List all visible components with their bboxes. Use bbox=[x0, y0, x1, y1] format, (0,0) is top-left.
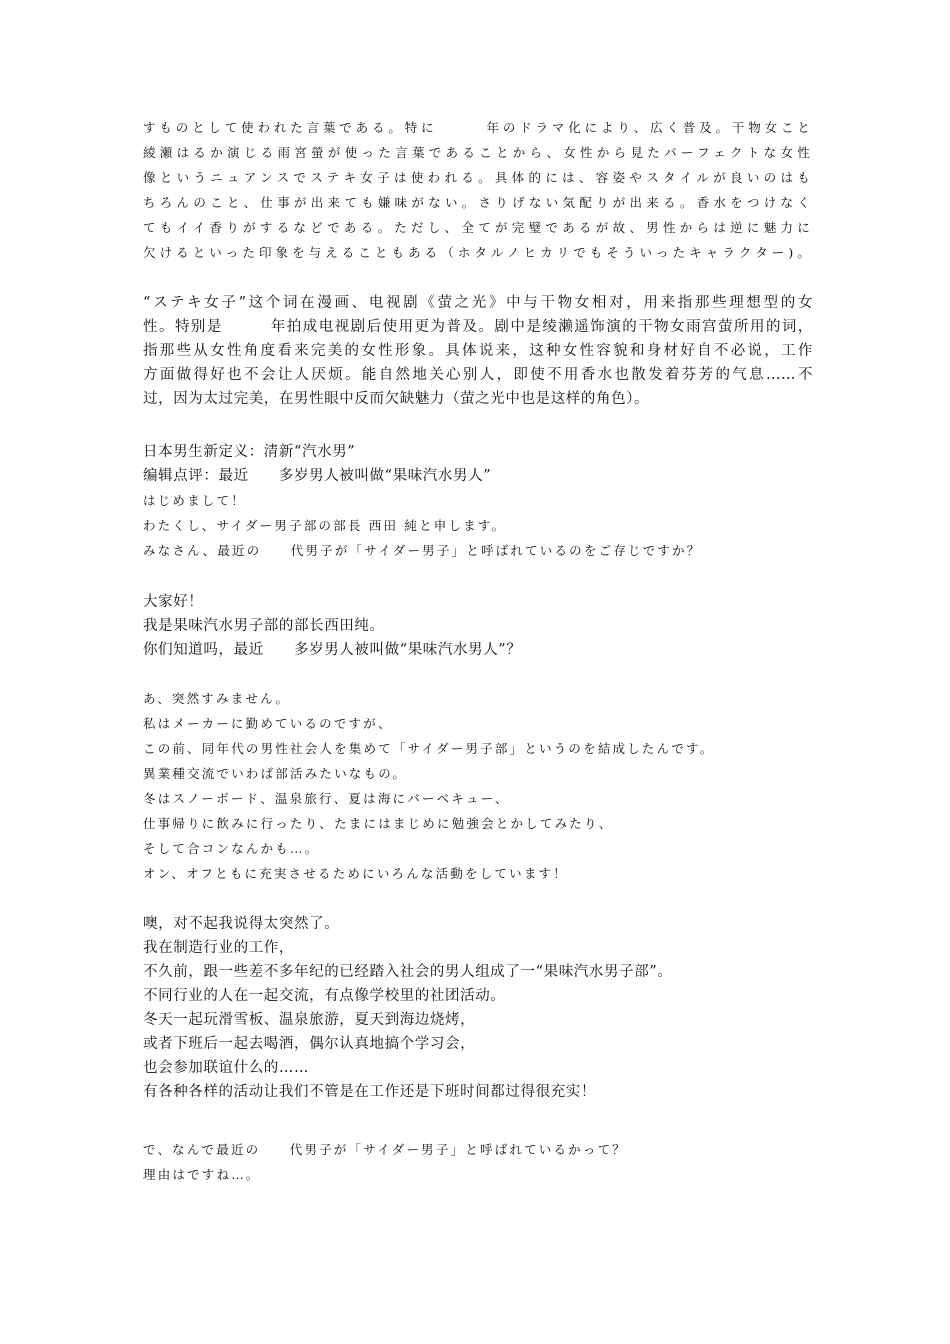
text-line: 欠けるといった印象を与えることもある（ホタルノヒカリでもそういったキャラクター)。 bbox=[143, 245, 813, 260]
text-line: 異業種交流でいわば部活みたいなもの。 bbox=[143, 766, 408, 781]
text-line: 指那些从女性角度看来完美的女性形象。具体说来，这种女性容貌和身材好自不必说，工作 bbox=[143, 343, 813, 359]
text-line: はじめまして！ bbox=[143, 493, 246, 508]
text-line: みなさん、最近の 代男子が「サイダー男子」と呼ばれているのをご存じですか？ bbox=[143, 543, 702, 558]
text-line: 像というニュアンスでステキ女子は使われる。具体的には、容姿やスタイルが良いのはも bbox=[143, 170, 813, 185]
text-line: “ステキ女子”这个词在漫画、电视剧《萤之光》中与干物女相对，用来指那些理想型的女 bbox=[143, 295, 813, 311]
text-line: 不同行业的人在一起交流，有点像学校里的社团活动。 bbox=[143, 988, 506, 1004]
text-line: 性。特别是 年拍成电视剧后使用更为普及。剧中是绫濑遥饰演的干物女雨宫萤所用的词， bbox=[143, 319, 813, 335]
paragraph-japanese-club bbox=[143, 686, 813, 886]
paragraph-chinese-club bbox=[143, 912, 813, 1104]
text-line: 大家好！ bbox=[143, 594, 204, 610]
text-line: 噢，对不起我说得太突然了。 bbox=[143, 916, 340, 932]
text-line: 或者下班后一起去喝酒，偶尔认真地搞个学习会， bbox=[143, 1036, 476, 1052]
text-line: で、なんで最近の 代男子が「サイダー男子」と呼ばれているかって？ bbox=[143, 1142, 627, 1157]
text-line: 也会参加联谊什么的…… bbox=[143, 1060, 310, 1076]
text-line: 我在制造行业的工作， bbox=[143, 940, 294, 956]
editor-comment: 编辑点评：最近 多岁男人被叫做“果味汽水男人” bbox=[143, 468, 492, 484]
text-line: わたくし、サイダー男子部の部長 西田 純と申します。 bbox=[143, 518, 507, 533]
paragraph-japanese-greeting bbox=[143, 488, 813, 563]
text-line: 綾瀬はるか演じる雨宮螢が使った言葉であることから、女性から見たパーフェクトな女性 bbox=[143, 145, 813, 160]
text-line: あ、突然すみません。 bbox=[143, 691, 291, 706]
text-line: 有各种各样的活动让我们不管是在工作还是下班时间都过得很充实！ bbox=[143, 1084, 596, 1100]
paragraph-japanese-suteki-joshi bbox=[143, 115, 813, 265]
paragraph-chinese-greeting bbox=[143, 590, 813, 662]
text-line: 理由はですね…。 bbox=[143, 1167, 261, 1182]
text-line: てもイイ香りがするなどである。ただし、全てが完璧であるが故、男性からは逆に魅力に bbox=[143, 220, 813, 235]
text-line: 冬天一起玩滑雪板、温泉旅游，夏天到海边烧烤， bbox=[143, 1012, 476, 1028]
text-line: 冬はスノーボード、温泉旅行、夏は海にバーベキュー、 bbox=[143, 791, 510, 806]
text-line: オン、オフともに充実させるためにいろんな活動をしています！ bbox=[143, 866, 568, 881]
text-line: ちろんのこと、仕事が出来ても嫌味がない。さりげない気配りが出来る。香水をつけなく bbox=[143, 195, 813, 210]
text-line: 你们知道吗，最近 多岁男人被叫做“果味汽水男人”？ bbox=[143, 642, 522, 658]
text-line: 仕事帰りに飲みに行ったり、たまにはまじめに勉強会とかしてみたり、 bbox=[143, 816, 614, 831]
section-title: 日本男生新定义：清新“汽水男” bbox=[143, 444, 356, 460]
text-line: 我是果味汽水男子部的部长西田纯。 bbox=[143, 618, 385, 634]
paragraph-japanese-reason bbox=[143, 1137, 813, 1187]
text-line: 私はメーカーに勤めているのですが、 bbox=[143, 716, 393, 731]
text-line: 不久前，跟一些差不多年纪的已经踏入社会的男人组成了一“果味汽水男子部”。 bbox=[143, 964, 673, 980]
text-line: そして合コンなんかも…。 bbox=[143, 841, 320, 856]
paragraph-chinese-suteki-joshi bbox=[143, 291, 813, 411]
text-line: すものとして使われた言葉である。特に 年のドラマ化により、広く普及。干物女こと bbox=[143, 120, 813, 135]
text-line: 过，因为太过完美，在男性眼中反而欠缺魅力（萤之光中也是这样的角色）。 bbox=[143, 391, 650, 407]
section-heading-cider-men bbox=[143, 440, 813, 488]
text-line: 方面做得好也不会让人厌烦。能自然地关心别人，即使不用香水也散发着芬芳的气息……不 bbox=[143, 367, 813, 383]
text-line: この前、同年代の男性社会人を集めて「サイダー男子部」というのを結成したんです。 bbox=[143, 741, 715, 756]
